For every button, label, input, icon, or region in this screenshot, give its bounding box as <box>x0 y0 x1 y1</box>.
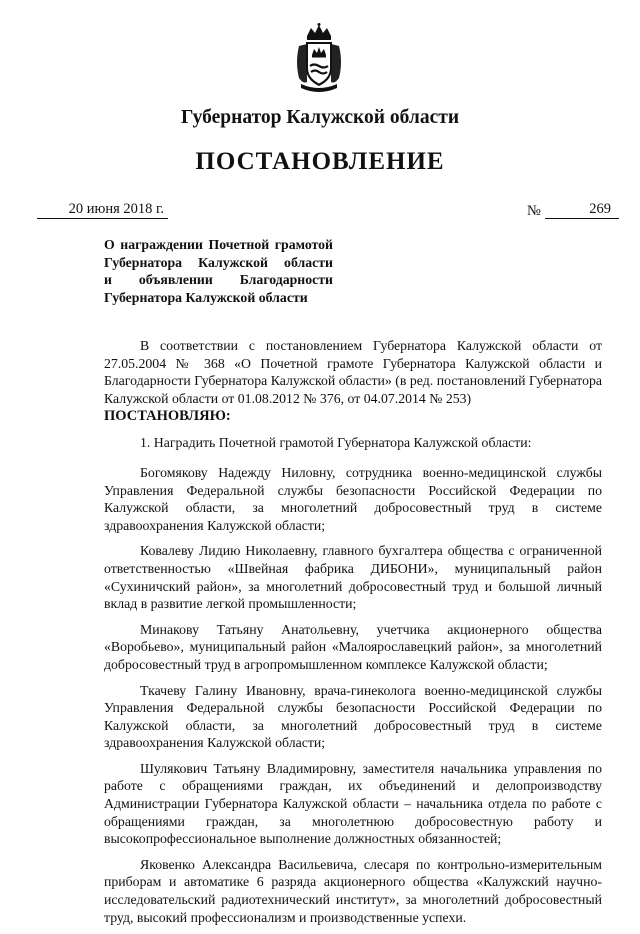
document-number: 269 <box>545 200 619 219</box>
document-date: 20 июня 2018 г. <box>37 200 168 219</box>
awardee-paragraph: Яковенко Александра Васильевича, слесаря по контрольно-измерительным приборам и автоматике 6 разряда акционерного общества «Калужский научно-исследовательский радиотехнический институт», за многолетний добросовестный труд, высокий профессионализм и производственные успехи. <box>104 856 602 925</box>
issuer-title: Губернатор Калужской области <box>180 107 460 128</box>
number-label: № <box>527 203 541 219</box>
awardee-paragraph: Ковалеву Лидию Николаевну, главного бухгалтера общества с ограниченной ответственностью «Швейная фабрика ДИБОНИ», муниципальный район «Сухиничский район», за многолетний добросовестный труд и большой личный вклад в развитие легкой промышленности; <box>104 543 602 612</box>
awardee-paragraph: Ткачеву Галину Ивановну, врача-гинеколога военно-медицинской службы Управления Федеральной службы безопасности Российской Федерации по Калужской области, за многолетний добросовестный труд в системе здравоохранения Калужской области; <box>104 682 602 751</box>
coat-of-arms-emblem <box>293 22 345 92</box>
awardee-paragraph: Богомякову Надежду Ниловну, сотрудника военно-медицинской службы Управления Федеральной службы безопасности Российской Федерации по Калужской области, за многолетний добросовестный труд в системе здравоохранения Калужской области; <box>104 464 602 533</box>
preamble-paragraph: В соответствии с постановлением Губернатора Калужской области от 27.05.2004 № 368 «О Почетной грамоте Губернатора Калужской области и Благодарности Губернатора Калужской области» (в ред. постановлений Губернатора Калужской области от 01.08.2012 № 376, от 04.07.2014 № 253) <box>104 338 602 406</box>
subject-line: и объявлении Благодарности <box>104 272 333 287</box>
document-subject <box>104 236 333 306</box>
subject-line: Губернатора Калужской области <box>104 254 333 270</box>
clause-1: 1. Наградить Почетной грамотой Губернатора Калужской области: <box>140 435 532 451</box>
awardee-paragraph: Шулякович Татьяну Владимировну, заместителя начальника управления по работе с обращениями граждан, их объединений и делопроизводству Администрации Губернатора Калужской области – начальника отдела по работе с обращениями граждан, за многолетнюю добросовестную работу и высокопрофессиональное выполнение должностных обязанностей; <box>104 760 602 847</box>
subject-line: Губернатора Калужской области <box>104 289 308 305</box>
document-body <box>104 337 602 934</box>
document-type: ПОСТАНОВЛЕНИЕ <box>195 148 445 175</box>
subject-line: О награждении Почетной грамотой <box>104 237 333 252</box>
awardee-paragraph: Минакову Татьяну Анатольевну, учетчика акционерного общества «Воробьево», муниципальный район «Малоярославецкий район», за многолетний добросовестный труд в агропромышленном комплексе Калужской области; <box>104 621 602 672</box>
resolve-heading: ПОСТАНОВЛЯЮ: <box>104 408 231 425</box>
